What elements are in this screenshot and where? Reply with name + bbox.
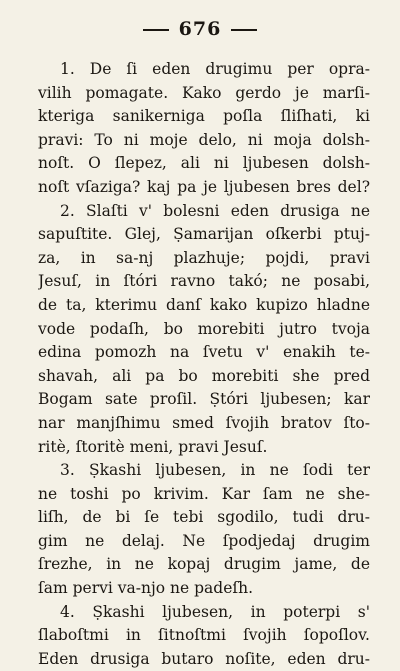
paragraph-2-line-6: vode podaſh, bo morebiti jutro tvoja <box>38 319 370 338</box>
page-number-text: 676 <box>178 18 222 40</box>
paragraph-1-line-1: 1. De ſi eden drugimu per opra- <box>60 60 370 78</box>
right-dash <box>231 29 257 31</box>
paragraph-1-line-6: noſt vſaziga? kaj pa je ljubesen bres del? <box>38 177 370 196</box>
paragraph-3-line-5: ſrezhe, in ne kopaj drugim jame, de <box>38 555 370 574</box>
text-body <box>38 58 370 671</box>
paragraph-3-line-2: ne toshi po krivim. Kar ſam ne she- <box>38 484 370 503</box>
paragraph-3-line-3: liſh, de bi ſe tebi sgodilo, tudi dru- <box>38 508 370 527</box>
paragraph-1-line-4: pravi: To ni moje delo, ni moja dolsh- <box>38 130 370 149</box>
paragraph-2-line-10: nar manjſhimu smed ſvojih bratov ſto- <box>38 413 370 432</box>
paragraph-2-line-4: Jesuſ, in ſtóri ravno takó; ne posabi, <box>38 272 370 291</box>
paragraph-2-line-2: sapuſtite. Glej, Ṣamarijan oſkerbi ptuj- <box>38 225 370 244</box>
paragraph-2-line-9: Bogam sate proſil. Ṣtóri ljubesen; kar <box>38 390 370 409</box>
paragraph-1-line-3: kteriga sanikerniga poſla ſliſhati, ki <box>38 107 370 126</box>
paragraph-3-line-6: ſam pervi va-njo ne padeſh. <box>38 579 254 598</box>
paragraph-4-line-3: Eden drusiga butaro noſite, eden dru- <box>38 649 370 668</box>
paragraph-2-line-5: de ta, kterimu danſ kako kupizo hladne <box>38 295 370 314</box>
paragraph-1-line-2: vilih pomagate. Kako gerdo je marſi- <box>38 83 370 102</box>
paragraph-2-line-1: 2. Slaſti v' bolesni eden drusiga ne <box>60 201 370 220</box>
paragraph-2-line-3: za, in sa-nj plazhuje; pojdi, pravi <box>38 248 370 267</box>
paragraph-4-line-1: 4. Ṣkashi ljubesen, in poterpi s' <box>60 602 370 621</box>
left-dash <box>143 29 169 31</box>
paragraph-4-line-2: ſlaboſtmi in ſitnoſtmi ſvojih ſopoſlov. <box>38 626 370 645</box>
paragraph-1-line-5: noſt. O ſlepez, ali ni ljubesen dolsh- <box>38 154 370 173</box>
paragraph-2-line-11: ritè, ſtoritè meni, pravi Jesuſ. <box>38 437 268 456</box>
paragraph-3-line-1: 3. Ṣkashi ljubesen, in ne ſodi ter <box>60 461 370 480</box>
paragraph-2-line-8: shavah, ali pa bo morebiti she pred <box>38 366 370 385</box>
paragraph-2-line-7: edina pomozh na ſvetu v' enakih te- <box>38 343 370 362</box>
page-number <box>0 18 400 40</box>
paragraph-3-line-4: gim ne delaj. Ne ſpodjedaj drugim <box>38 531 370 550</box>
